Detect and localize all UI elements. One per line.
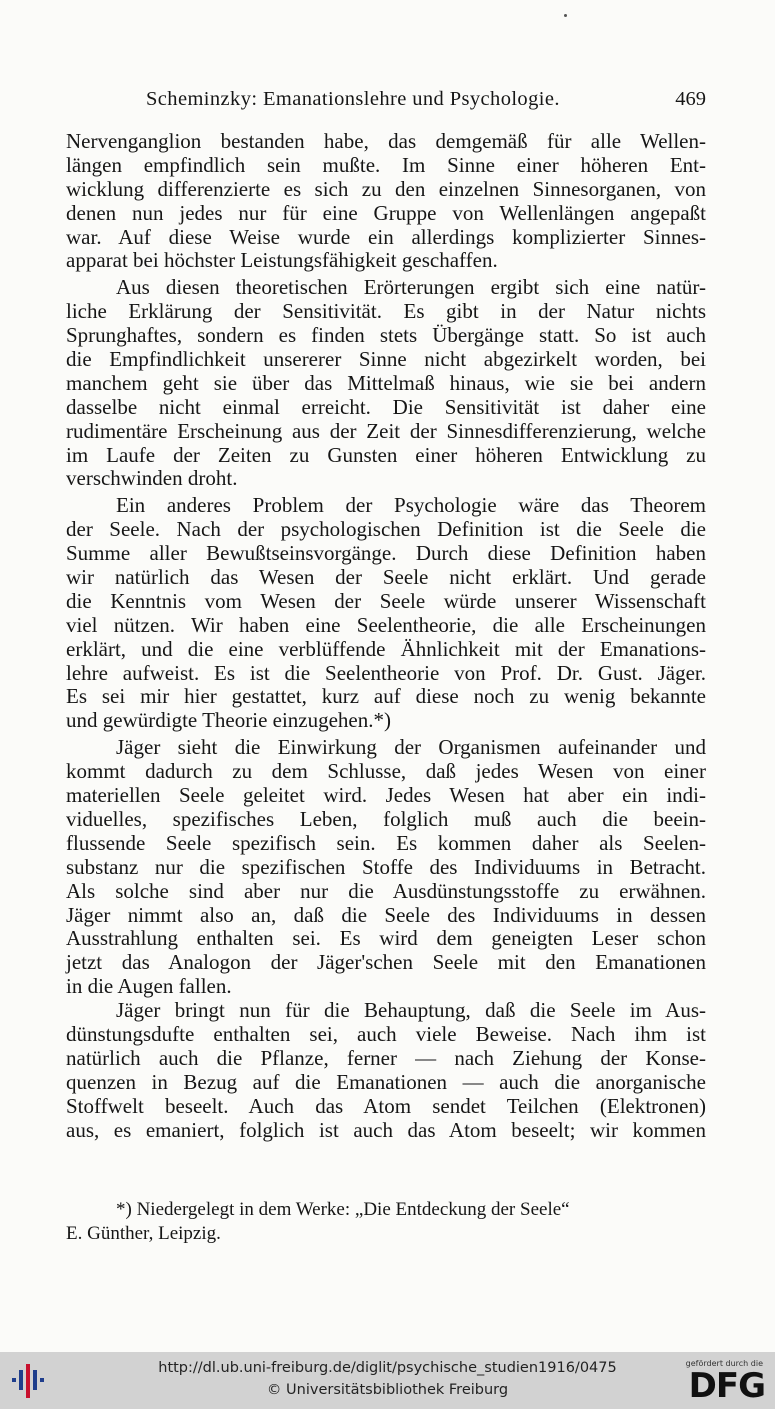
source-url-link[interactable]: http://dl.ub.uni-freiburg.de/diglit/psychische_studien1916/0475 [158, 1360, 617, 1376]
footnote-line: E. Günther, Leipzig. [66, 1223, 221, 1244]
text-line: jetzt das Analogon der Jäger'schen Seele mit den Emanationen [66, 950, 706, 975]
text-line: substanz nur die spezifischen Stoffe des Individuums in Betracht. [66, 854, 706, 879]
text-line: erklärt, und die eine verblüffende Ähnlichkeit mit der Emanations- [66, 636, 706, 661]
copyright-notice: © Universitätsbibliothek Freiburg [266, 1382, 509, 1398]
footnote-line: *) Niedergelegt in dem Werke: „Die Entdeckung der Seele“ [116, 1199, 570, 1220]
text-line: wir natürlich das Wesen der Seele nicht erklärt. Und gerade [66, 565, 706, 590]
text-line: flussende Seele spezifisch sein. Es kommen daher als Seelen- [66, 830, 706, 855]
viewer-footer-bar [0, 1352, 775, 1409]
text-line: Jäger nimmt also an, daß die Seele des Individuums in dessen [66, 902, 706, 927]
scan-speck [564, 14, 567, 17]
dfg-caption: gefördert durch die [685, 1359, 763, 1368]
text-line: die Empfindlichkeit unsererer Sinne nicht abgezirkelt worden, bei [66, 347, 706, 372]
page-number: 469 [675, 88, 706, 110]
text-line: verschwinden droht. [66, 466, 238, 491]
text-line: Jäger bringt nun für die Behauptung, daß die Seele im Aus- [116, 998, 706, 1023]
text-line: denen nun jedes nur für eine Gruppe von Wellenlängen angepaßt [66, 200, 706, 225]
text-line: liche Erklärung der Sensitivität. Es gibt in der Natur nichts [66, 299, 706, 324]
text-line: apparat bei höchster Leistungsfähigkeit geschaffen. [66, 248, 498, 273]
text-line: längen empfindlich sein mußte. Im Sinne einer höheren Ent- [66, 152, 706, 177]
text-line: aus, es emaniert, folglich ist auch das Atom beseelt; wir kommen [66, 1117, 706, 1142]
dfg-logo: DFG [688, 1366, 765, 1406]
text-line: Nervenganglion bestanden habe, das demgemäß für alle Wellen- [66, 129, 706, 153]
text-line: Jäger sieht die Einwirkung der Organismen aufeinander und [116, 735, 706, 760]
paragraph [66, 736, 706, 999]
text-line: war. Auf diese Weise wurde ein allerdings komplizierter Sinnes- [66, 224, 706, 249]
text-line: materiellen Seele geleitet wird. Jedes Wesen hat aber ein indi- [66, 783, 706, 808]
text-line: manchem geht sie über das Mittelmaß hinaus, wie sie bei andern [66, 370, 706, 395]
text-line: Ein anderes Problem der Psychologie wäre das Theorem [116, 493, 706, 518]
text-line: Sprunghaftes, sondern es finden stets Übergänge statt. So ist auch [66, 323, 706, 348]
body-text [66, 130, 706, 1142]
text-line: kommt dadurch zu dem Schlusse, daß jedes Wesen von einer [66, 759, 706, 784]
text-line: Es sei mir hier gestattet, kurz auf diese noch zu wenig bekannte [66, 684, 706, 709]
text-line: viel nützen. Wir haben eine Seelentheorie, die alle Erscheinungen [66, 612, 706, 637]
footnote [66, 1198, 706, 1246]
text-line: im Laufe der Zeiten zu Gunsten einer höheren Entwicklung zu [66, 442, 706, 467]
text-line: wicklung differenzierte es sich zu den einzelnen Sinnesorganen, von [66, 176, 706, 201]
text-line: lehre aufweist. Es ist die Seelentheorie von Prof. Dr. Gust. Jäger. [66, 660, 706, 685]
text-line: dasselbe nicht einmal erreicht. Die Sensitivität ist daher eine [66, 394, 706, 419]
paragraph [66, 130, 706, 273]
text-line: Aus diesen theoretischen Erörterungen ergibt sich eine natür- [116, 275, 706, 300]
text-line: der Seele. Nach der psychologischen Definition ist die Seele die [66, 517, 706, 542]
running-title: Scheminzky: Emanationslehre und Psychologie. [146, 88, 560, 110]
text-line: die Kenntnis vom Wesen der Seele würde unserer Wissenschaft [66, 588, 706, 613]
text-line: rudimentäre Erscheinung aus der Zeit der Sinnesdifferenzierung, welche [66, 418, 706, 443]
paragraph [66, 999, 706, 1142]
paragraph [66, 276, 706, 491]
text-line: Als solche sind aber nur die Ausdünstungsstoffe zu erwähnen. [66, 878, 706, 903]
text-line: quenzen in Bezug auf die Emanationen — auch die anorganische [66, 1069, 706, 1094]
text-line: in die Augen fallen. [66, 974, 232, 999]
running-header [66, 88, 706, 118]
text-line: Ausstrahlung enthalten sei. Es wird dem geneigten Leser schon [66, 926, 706, 951]
text-line: dünstungsdufte enthalten sei, auch viele Beweise. Nach ihm ist [66, 1021, 706, 1046]
text-line: und gewürdigte Theorie einzugehen.*) [66, 708, 391, 733]
text-line: Stoffwelt beseelt. Auch das Atom sendet Teilchen (Elektronen) [66, 1093, 706, 1118]
paragraph [66, 494, 706, 733]
text-line: natürlich auch die Pflanze, ferner — nach Ziehung der Konse- [66, 1045, 706, 1070]
text-line: viduelles, spezifisches Leben, folglich muß auch die beein- [66, 806, 706, 831]
text-line: Summe aller Bewußtseinsvorgänge. Durch diese Definition haben [66, 541, 706, 566]
